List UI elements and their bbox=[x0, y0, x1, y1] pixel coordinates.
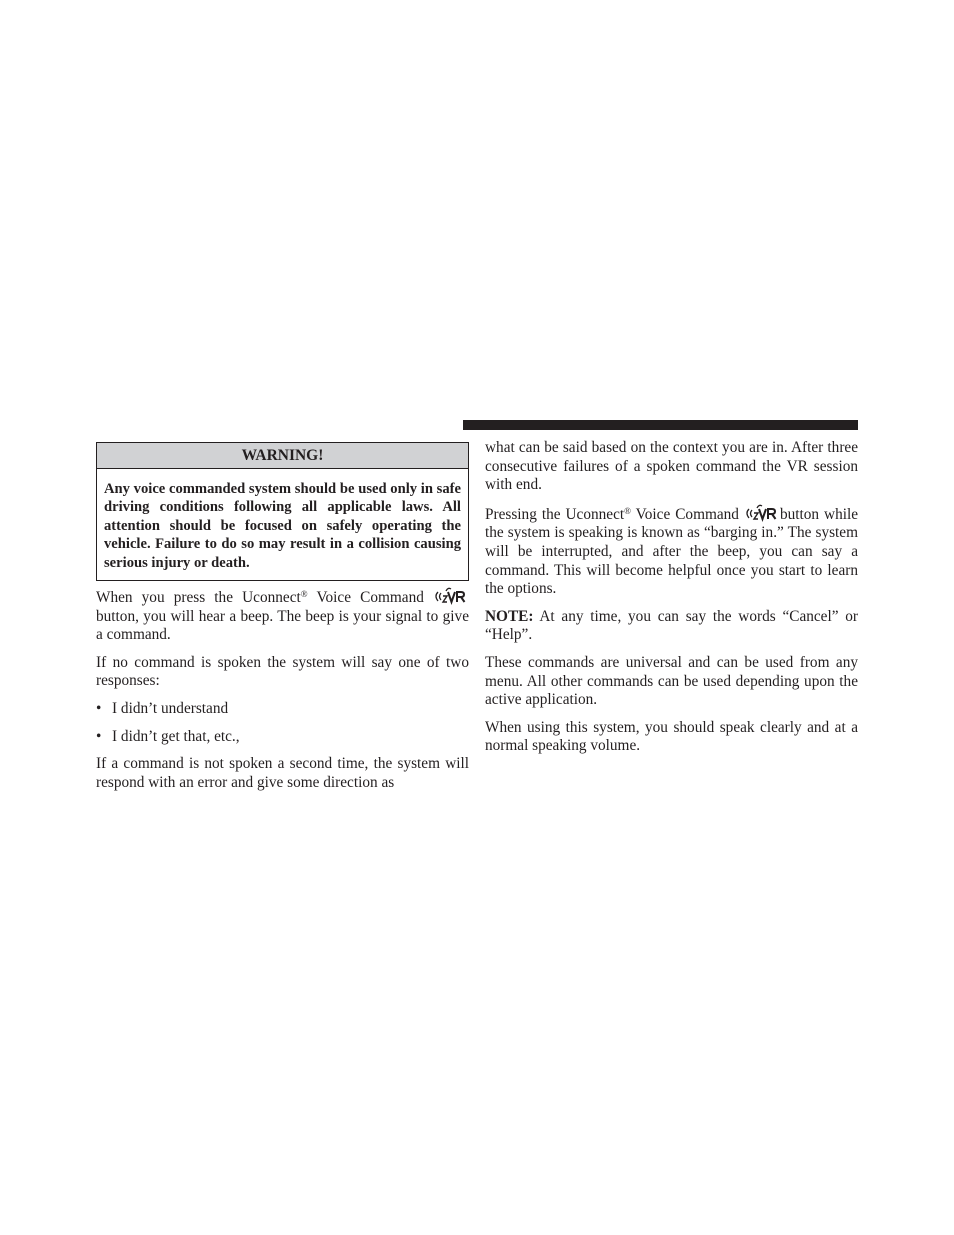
left-column bbox=[96, 442, 469, 792]
section-header-bar bbox=[463, 420, 858, 430]
paragraph-context: what can be said based on the context you are in. After three consecutive failures of a spoken command the VR session with end. bbox=[485, 439, 858, 494]
voice-command-icon bbox=[433, 587, 469, 605]
warning-text: Any voice commanded system should be used only in safe driving conditions following all applicable laws. All attention should be focused on safely operating the vehicle. Failure to do so may result in a collision causing serious injury or death. bbox=[104, 481, 461, 571]
warning-box bbox=[96, 442, 469, 581]
list-item: • I didn’t understand bbox=[96, 700, 229, 717]
right-column bbox=[485, 439, 858, 756]
voice-command-icon bbox=[744, 504, 780, 522]
paragraph-speak-clearly: When using this system, you should speak clearly and at a normal speaking volume. bbox=[485, 718, 858, 755]
paragraph-press-button: When you press the Uconnect® Voice Command button, you will hear a beep. The beep is your signal to give a command. bbox=[96, 589, 469, 644]
bullet-icon: • bbox=[96, 727, 102, 745]
bullet-icon: • bbox=[96, 700, 102, 717]
paragraph-no-command: If no command is spoken the system will say one of two responses: bbox=[96, 653, 469, 690]
list-item: • I didn’t get that, etc., bbox=[96, 727, 240, 745]
note-paragraph: NOTE: At any time, you can say the words “Cancel” or “Help”. bbox=[485, 607, 858, 644]
warning-title: WARNING! bbox=[97, 443, 468, 469]
paragraph-second-time: If a command is not spoken a second time, the system will respond with an error and give some direction as bbox=[96, 755, 469, 791]
paragraph-barging-in: Pressing the Uconnect® Voice Command button while the system is speaking is known as “barging in.” The system will be interrupted, and after the beep, you can say a command. This will become helpful once you start to learn the options. bbox=[485, 505, 859, 598]
paragraph-universal-commands: These commands are universal and can be used from any menu. All other commands can be used depending upon the active application. bbox=[485, 653, 858, 709]
note-label: NOTE: bbox=[485, 607, 534, 625]
